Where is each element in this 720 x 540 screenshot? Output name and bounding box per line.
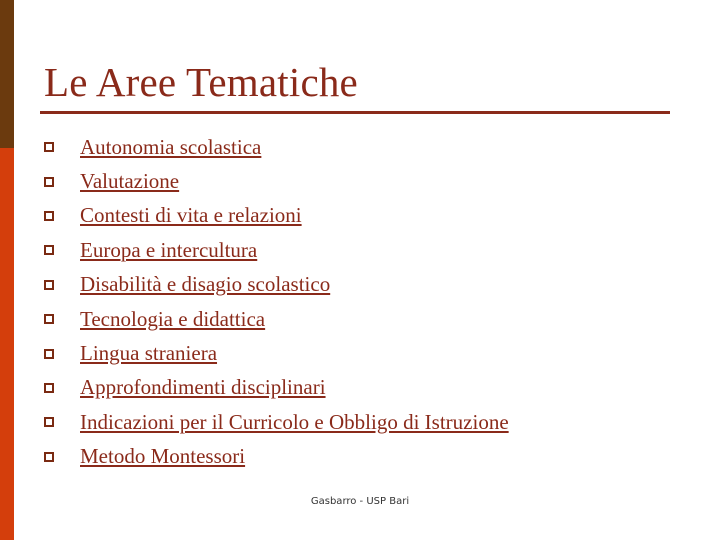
topic-link-montessori[interactable]: Metodo Montessori bbox=[80, 444, 246, 469]
bullet-icon bbox=[44, 452, 54, 462]
topic-link-autonomia[interactable]: Autonomia scolastica bbox=[80, 134, 262, 159]
slide-title: Le Aree Tematiche bbox=[44, 59, 358, 105]
topic-link-lingua[interactable]: Lingua straniera bbox=[80, 341, 218, 366]
title-underline-rule bbox=[40, 111, 670, 114]
bullet-icon bbox=[44, 177, 54, 187]
list-item bbox=[44, 130, 509, 164]
bullet-icon bbox=[44, 245, 54, 255]
list-item bbox=[44, 164, 509, 198]
bullet-icon bbox=[44, 211, 54, 221]
list-item bbox=[44, 440, 509, 474]
list-item bbox=[44, 199, 509, 233]
topic-link-disabilita[interactable]: Disabilità e disagio scolastico bbox=[80, 272, 331, 297]
left-accent-bar-bottom bbox=[0, 148, 14, 540]
topic-link-contesti[interactable]: Contesti di vita e relazioni bbox=[80, 203, 302, 228]
bullet-icon bbox=[44, 314, 54, 324]
bullet-icon bbox=[44, 142, 54, 152]
bullet-icon bbox=[44, 383, 54, 393]
topic-link-tecnologia[interactable]: Tecnologia e didattica bbox=[80, 306, 266, 331]
list-item bbox=[44, 268, 509, 302]
topic-list bbox=[44, 130, 509, 474]
topic-link-approfondimenti[interactable]: Approfondimenti disciplinari bbox=[80, 375, 326, 400]
list-item bbox=[44, 302, 509, 336]
bullet-icon bbox=[44, 280, 54, 290]
list-item bbox=[44, 336, 509, 370]
topic-link-indicazioni[interactable]: Indicazioni per il Curricolo e Obbligo di Istruzione bbox=[80, 409, 509, 434]
topic-link-valutazione[interactable]: Valutazione bbox=[80, 169, 180, 194]
topic-link-europa[interactable]: Europa e intercultura bbox=[80, 237, 258, 262]
list-item bbox=[44, 405, 509, 439]
bullet-icon bbox=[44, 349, 54, 359]
bullet-icon bbox=[44, 417, 54, 427]
list-item bbox=[44, 233, 509, 267]
list-item bbox=[44, 371, 509, 405]
slide-footer: Gasbarro - USP Bari bbox=[310, 496, 410, 507]
left-accent-bar-top bbox=[0, 0, 14, 148]
